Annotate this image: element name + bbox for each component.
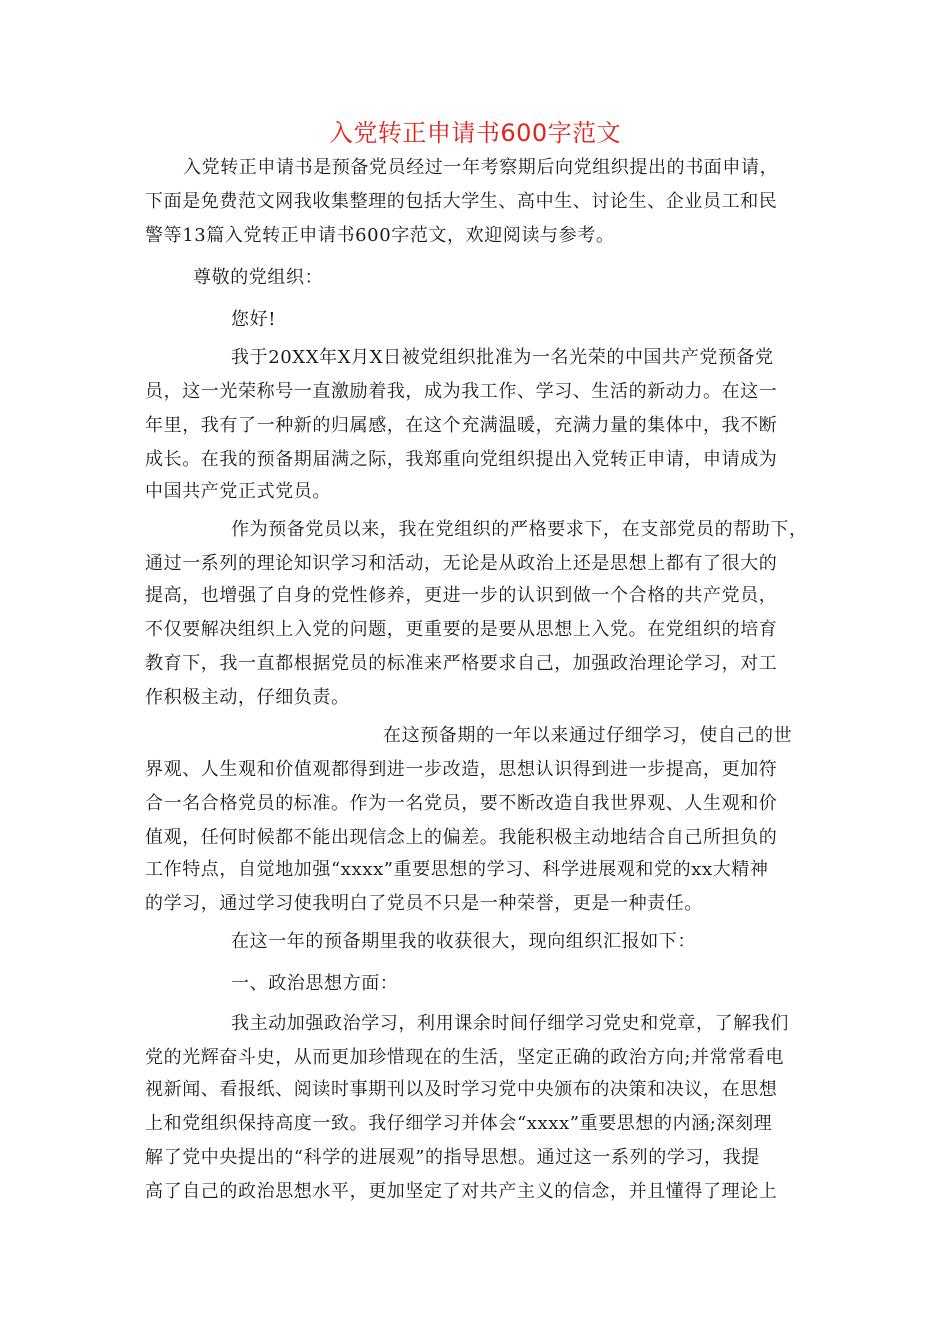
paragraph-line: 值观，任何时候都不能出现信念上的偏差。我能积极主动地结合自己所担负的 bbox=[145, 827, 778, 848]
paragraph-line: 通过一系列的理论知识学习和活动，无论是从政治上还是思想上都有了很大的 bbox=[145, 553, 778, 574]
paragraph-line: 作为预备党员以来，我在党组织的严格要求下，在支部党员的帮助下， bbox=[231, 519, 808, 540]
intro-line-1: 入党转正申请书是预备党员经过一年考察期后向党组织提出的书面申请， bbox=[183, 157, 779, 178]
report-intro: 在这一年的预备期里我的收获很大，现向组织汇报如下： bbox=[231, 931, 696, 952]
section-heading: 一、政治思想方面： bbox=[231, 973, 399, 994]
greeting: 您好! bbox=[231, 309, 277, 330]
paragraph-line: 教育下，我一直都根据党员的标准来严格要求自己，加强政治理论学习，对工 bbox=[145, 653, 778, 674]
paragraph-line: 工作特点，自觉地加强“xxxx”重要思想的学习、科学进展观和党的xx大精神 bbox=[145, 859, 769, 880]
paragraph-line: 高了自己的政治思想水平，更加坚定了对共产主义的信念，并且懂得了理论上 bbox=[145, 1181, 778, 1202]
intro-line-2: 下面是免费范文网我收集整理的包括大学生、高中生、讨论生、企业员工和民 bbox=[145, 191, 778, 212]
intro-line-3: 警等13篇入党转正申请书600字范文，欢迎阅读与参考。 bbox=[145, 225, 615, 246]
paragraph-line: 不仅要解决组织上入党的问题，更重要的是要从思想上入党。在党组织的培育 bbox=[145, 619, 778, 640]
paragraph-line: 成长。在我的预备期届满之际，我郑重向党组织提出入党转正申请，申请成为 bbox=[145, 449, 778, 470]
paragraph-line: 党的光辉奋斗史，从而更加珍惜现在的生活，坚定正确的政治方向;并常常看电 bbox=[145, 1047, 785, 1068]
paragraph-line: 合一名合格党员的标准。作为一名党员，要不断改造自我世界观、人生观和价 bbox=[145, 793, 778, 814]
paragraph-line: 年里，我有了一种新的归属感，在这个充满温暖，充满力量的集体中，我不断 bbox=[145, 415, 778, 436]
paragraph-line: 在这预备期的一年以来通过仔细学习，使自己的世 bbox=[383, 725, 793, 746]
paragraph-line: 作积极主动，仔细负责。 bbox=[145, 687, 350, 708]
page-title: 入党转正申请书600字范文 bbox=[328, 119, 622, 147]
paragraph-line: 界观、人生观和价值观都得到进一步改造，思想认识得到进一步提高，更加符 bbox=[145, 759, 778, 780]
paragraph-line: 中国共产党正式党员。 bbox=[145, 481, 331, 502]
paragraph-line: 上和党组织保持高度一致。我仔细学习并体会“xxxx”重要思想的内涵;深刻理 bbox=[145, 1113, 773, 1134]
paragraph-line: 员，这一光荣称号一直激励着我，成为我工作、学习、生活的新动力。在这一 bbox=[145, 381, 778, 402]
paragraph-line: 的学习，通过学习使我明白了党员不只是一种荣誉，更是一种责任。 bbox=[145, 893, 703, 914]
paragraph-line: 视新闻、看报纸、阅读时事期刊以及时学习党中央颁布的决策和决议，在思想 bbox=[145, 1079, 778, 1100]
paragraph-line: 我主动加强政治学习，利用课余时间仔细学习党史和党章，了解我们 bbox=[231, 1013, 789, 1034]
paragraph-line: 我于20XX年X月X日被党组织批准为一名光荣的中国共产党预备党 bbox=[231, 347, 774, 368]
paragraph-line: 解了党中央提出的“科学的进展观”的指导思想。通过这一系列的学习，我提 bbox=[145, 1147, 760, 1168]
paragraph-line: 提高，也增强了自身的党性修养，更进一步的认识到做一个合格的共产党员， bbox=[145, 585, 778, 606]
salutation: 尊敬的党组织： bbox=[193, 267, 324, 288]
